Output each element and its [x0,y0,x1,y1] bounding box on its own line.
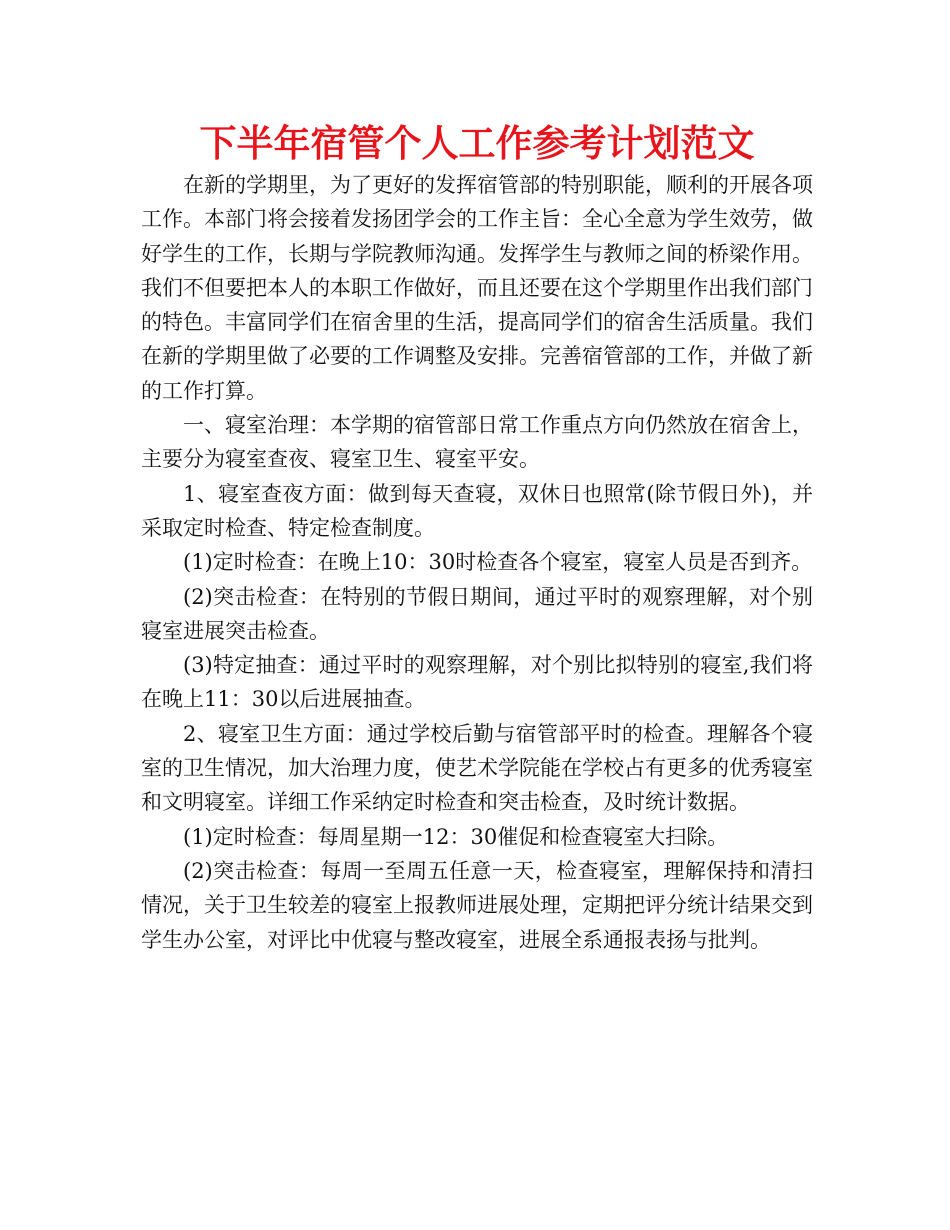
paragraph-spot-check: (3)特定抽查：通过平时的观察理解，对个别比拟特别的寝室,我们将在晚上11：30以后进展抽查。 [141,653,813,712]
paragraph-intro: 在新的学期里，为了更好的发挥宿管部的特别职能，顺利的开展各项工作。本部门将会接着发扬团学会的工作主旨：全心全意为学生效劳，做好学生的工作，长期与学院教师沟通。发挥学生与教师之间的桥梁作用。我们不但要把本人的本职工作做好，而且还要在这个学期里作出我们部门的特色。丰富同学们在宿舍里的生活，提高同学们的宿舍生活质量。我们在新的学期里做了必要的工作调整及安排。完善宿管部的工作，并做了新的工作打算。 [141,173,813,403]
paragraph-hygiene-timed: (1)定时检查：每周星期一12：30催促和检查寝室大扫除。 [183,824,729,849]
paragraph-surprise-check: (2)突击检查：在特别的节假日期间，通过平时的观察理解，对个别寝室进展突击检查。 [141,584,813,643]
paragraph-timed-check: (1)定时检查：在晚上10：30时检查各个寝室，寝室人员是否到齐。 [183,550,813,575]
paragraph-hygiene: 2、寝室卫生方面：通过学校后勤与宿管部平时的检查。理解各个寝室的卫生情况，加大治理力度，使艺术学院能在学校占有更多的优秀寝室和文明寝室。详细工作采纳定时检查和突击检查，及时统计数据。 [141,721,813,815]
document-page [141,120,813,957]
paragraph-hygiene-surprise: (2)突击检查：每周一至周五任意一天，检查寝室，理解保持和清扫情况，关于卫生较差的寝室上报教师进展处理，定期把评分统计结果交到学生办公室，对评比中优寝与整改寝室，进展全系通报表扬与批判。 [141,858,813,952]
paragraph-night-check: 1、寝室查夜方面：做到每天查寝，双休日也照常(除节假日外)，并采取定时检查、特定检查制度。 [141,481,813,540]
document-body [141,168,813,957]
paragraph-section-1: 一、寝室治理：本学期的宿管部日常工作重点方向仍然放在宿舍上，主要分为寝室查夜、寝室卫生、寝室平安。 [141,413,813,472]
document-title: 下半年宿管个人工作参考计划范文 [199,122,755,165]
